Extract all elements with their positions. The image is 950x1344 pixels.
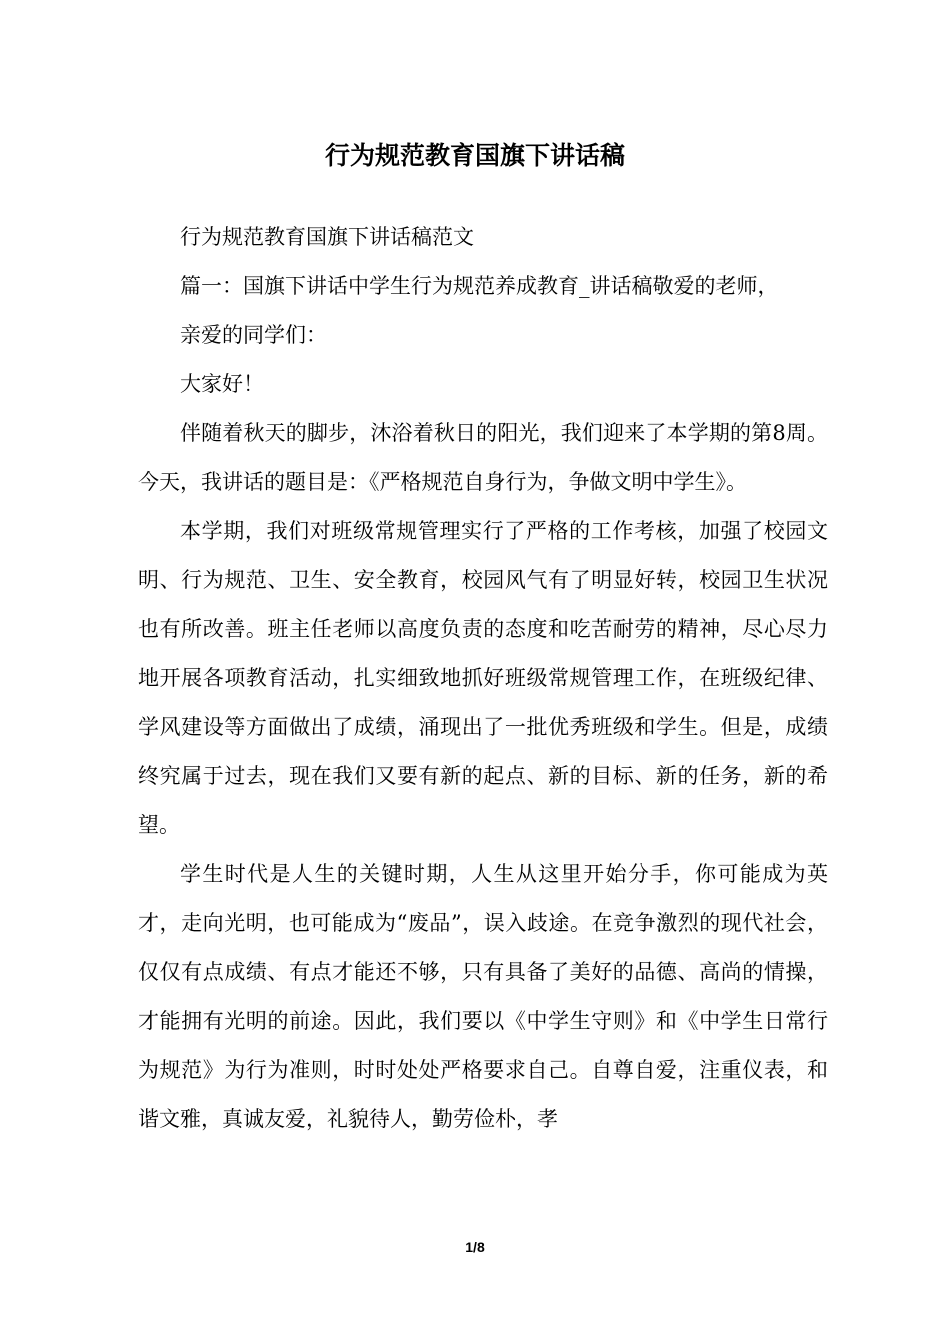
document-title: 行为规范教育国旗下讲话稿: [324, 141, 625, 170]
page-number: 1/8: [465, 1239, 485, 1255]
paragraph-subtitle: 行为规范教育国旗下讲话稿范文: [180, 225, 474, 249]
paragraph: 学生时代是人生的关键时期，人生从这里开始分手，你可能成为英才，走向光明，也可能成为“废品”，误入歧途。在竞争激烈的现代社会，仅仅有点成绩、有点才能还不够，只有具备了美好的品德、高尚的情操，才能拥有光明的前途。因此，我们要以《中学生守则》和《中学生日常行为规范》为行为准则，时时处处严格要求自己。自尊自爱，注重仪表，和谐文雅，真诚友爱，礼貌待人，勤劳俭朴，孝: [138, 862, 828, 1131]
paragraph: 伴随着秋天的脚步，沐浴着秋日的阳光，我们迎来了本学期的第8周。今天，我讲话的题目是：《严格规范自身行为，争做文明中学生》。: [138, 421, 828, 494]
document-body: [138, 213, 828, 1144]
paragraph-salutation: 亲爱的同学们：: [180, 323, 327, 347]
paragraph: 本学期，我们对班级常规管理实行了严格的工作考核，加强了校园文明、行为规范、卫生、安全教育，校园风气有了明显好转，校园卫生状况也有所改善。班主任老师以高度负责的态度和吃苦耐劳的精神，尽心尽力地开展各项教育活动，扎实细致地抓好班级常规管理工作，在班级纪律、学风建设等方面做出了成绩，涌现出了一批优秀班级和学生。但是，成绩终究属于过去，现在我们又要有新的起点、新的目标、新的任务，新的希望。: [138, 519, 828, 837]
paragraph-heading: 篇一：国旗下讲话中学生行为规范养成教育_讲话稿敬爱的老师，: [180, 274, 779, 298]
paragraph-greeting: 大家好！: [180, 372, 264, 396]
